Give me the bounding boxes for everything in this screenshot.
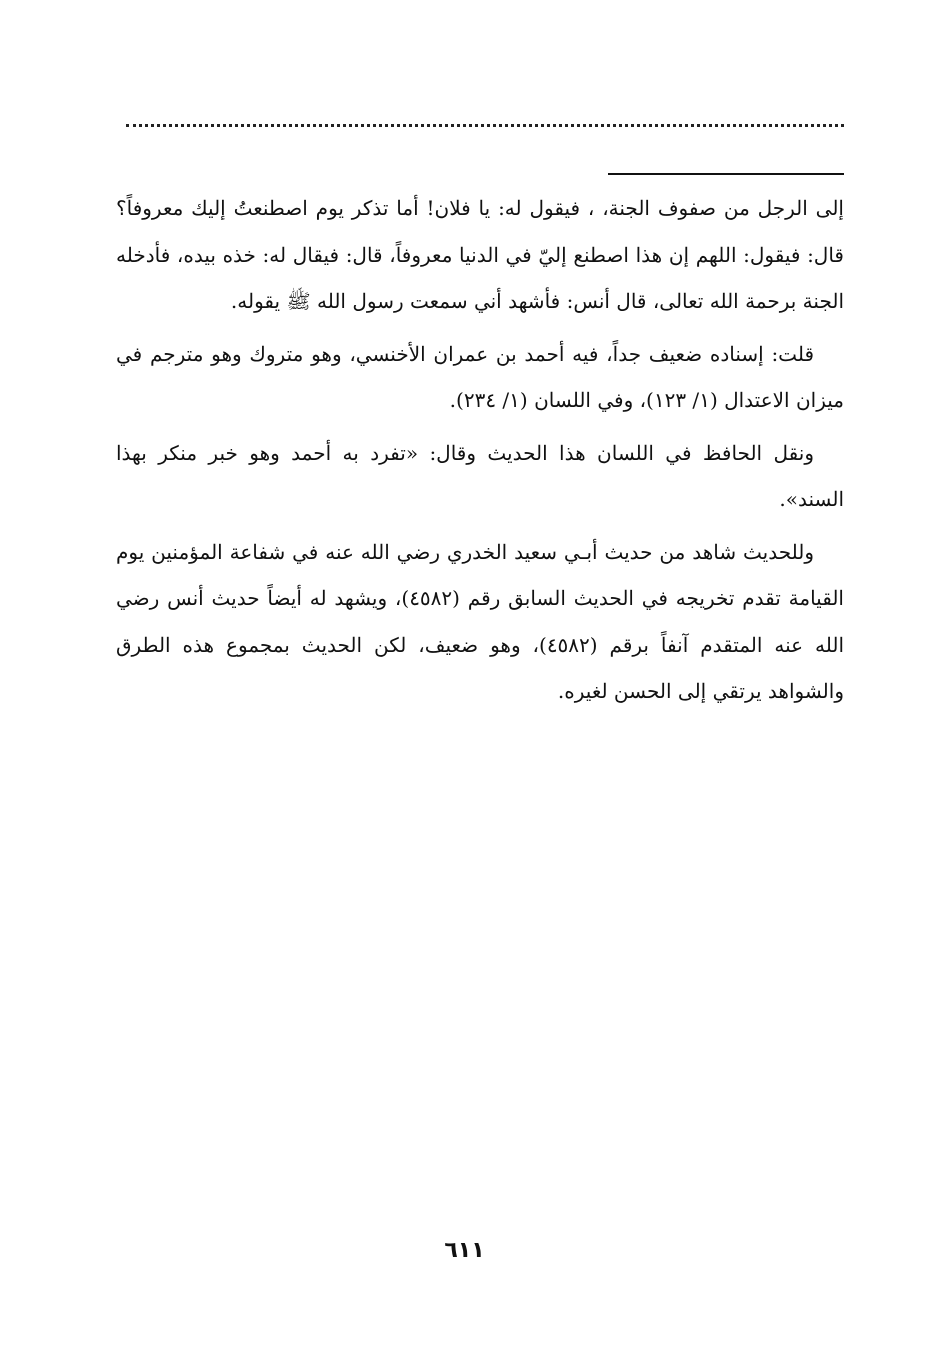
paragraph-isnad-grading: قلت: إسناده ضعيف جداً، فيه أحمد بن عمران الأخنسي، وهو متروك وهو مترجم في ميزان الاعتدال (١/ ١٢٣)، وفي اللسان (١/ ٢٣٤). xyxy=(116,341,844,412)
dotted-separator xyxy=(126,124,844,127)
paragraph-hafiz-quote: ونقل الحافظ في اللسان هذا الحديث وقال: «تفرد به أحمد وهو خبر منكر بهذا السند». xyxy=(116,440,844,511)
footnote-rule xyxy=(608,173,844,175)
paragraph-supporting-narration: وللحديث شاهد من حديث أبـي سعيد الخدري رضي الله عنه في شفاعة المؤمنين يوم القيامة تقدم تخريجه في الحديث السابق رقم (٤٥٨٢)، ويشهد له أيضاً حديث أنس رضي الله عنه المتقدم آنفاً برقم (٤٥٨٢)، وهو ضعيف، لكن الحديث بمجموع هذه الطرق والشواهد يرتقي إلى الحسن لغيره. xyxy=(116,539,845,703)
page-number: ٦١١ xyxy=(444,1238,485,1263)
paragraph-hadith-continuation: إلى الرجل من صفوف الجنة، ، فيقول له: يا فلان! أما تذكر يوم اصطنعتُ إليك معروفاً؟ قال: فيقول: اللهم إن هذا اصطنع إليّ في الدنيا معروفاً، قال: فيقال له: خذه بيده، فأدخله الجنة برحمة الله تعالى، قال أنس: فأشهد أني سمعت رسول الله ﷺ يقوله. xyxy=(116,196,844,313)
footnote-text xyxy=(116,185,844,721)
